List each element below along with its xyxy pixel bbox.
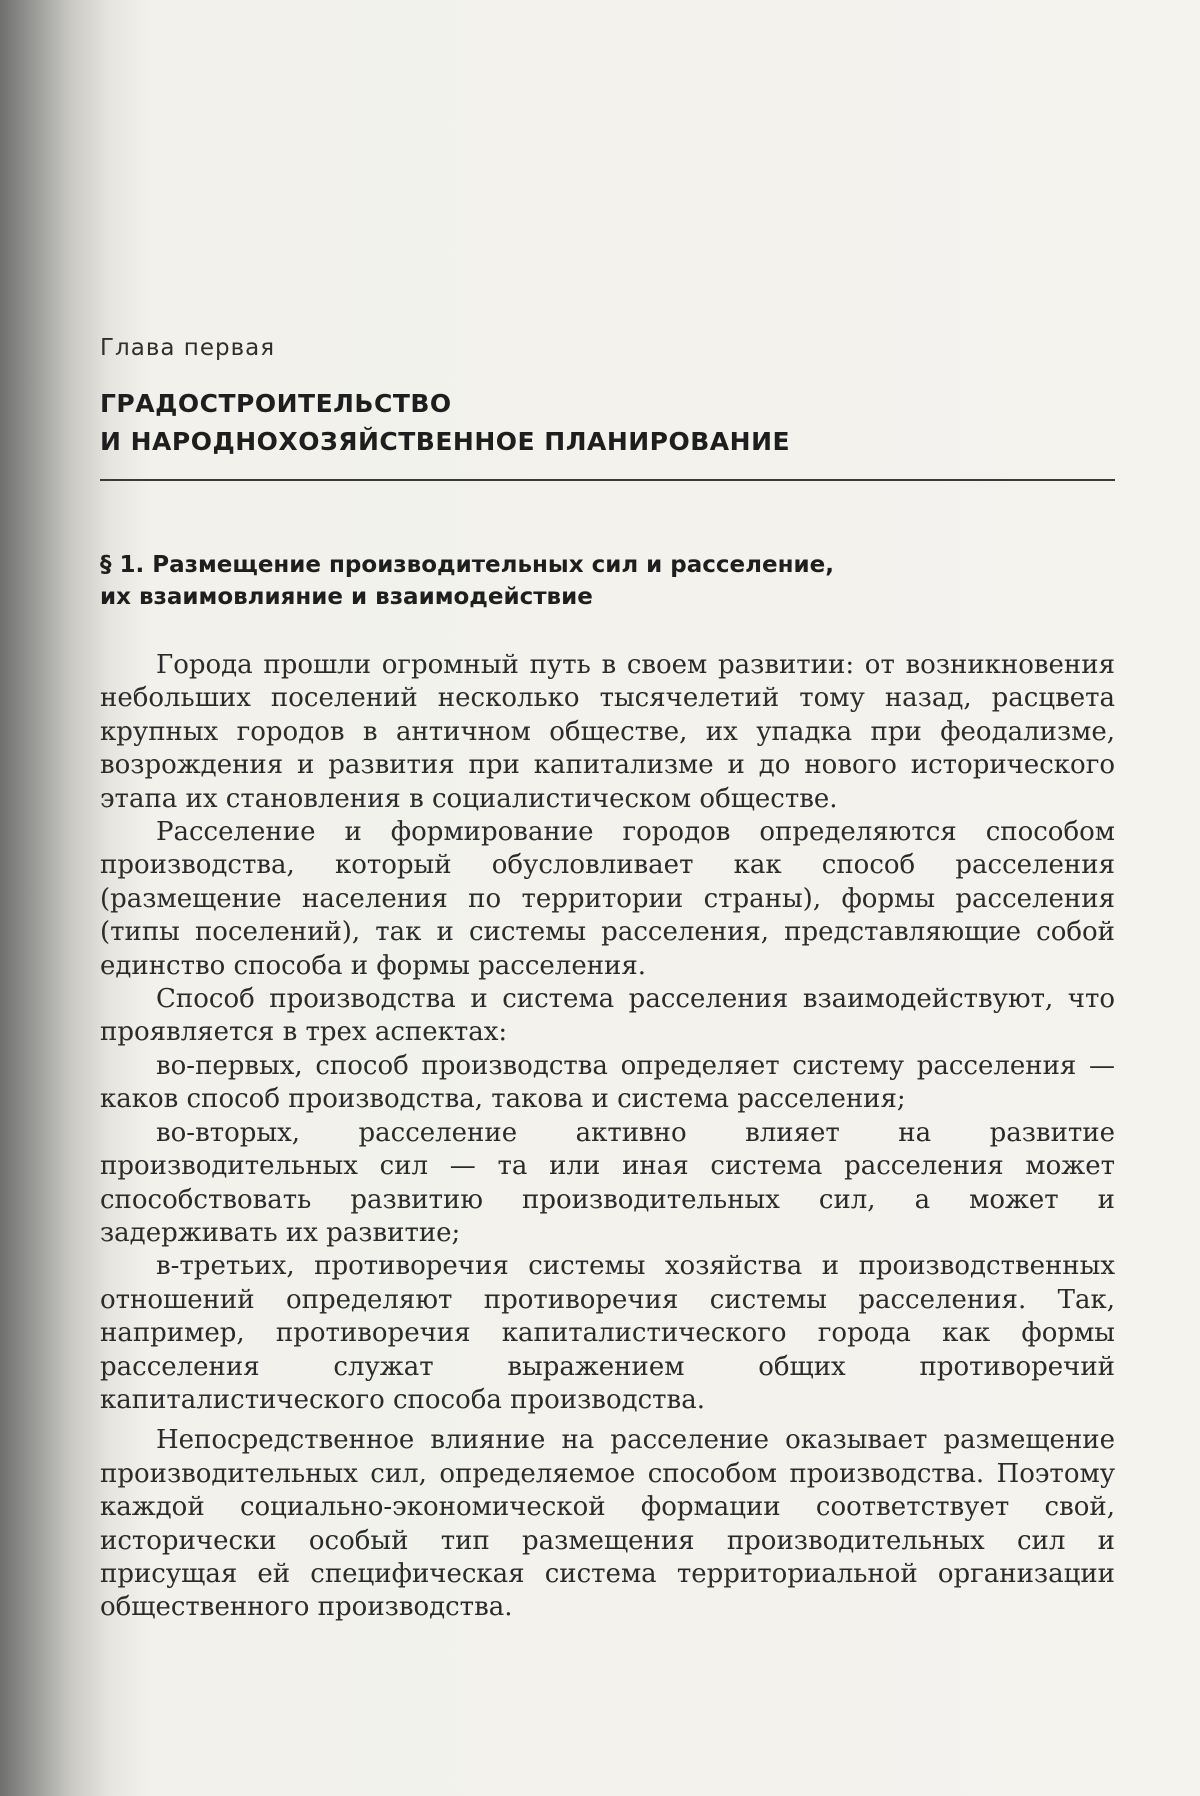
paragraph: в-третьих, противоречия системы хозяйства и производственных отношений определяют противоречия системы расселения. Так, например, противоречия капиталистического города как формы расселения служат выражением общих противоречий капиталистического способа производства. xyxy=(100,1251,1115,1415)
chapter-title xyxy=(100,385,1115,461)
paragraph: во-первых, способ производства определяет систему расселения — каков способ производства, такова и система расселения; xyxy=(100,1050,1115,1115)
section-title xyxy=(100,549,1115,613)
chapter-title-line-2: И НАРОДНОХОЗЯЙСТВЕННОЕ ПЛАНИРОВАНИЕ xyxy=(100,427,791,456)
paragraph: Расселение и формирование городов определяются способом производства, который обусловливает как способ расселения (размещение населения по территории страны), формы расселения (типы поселений), так и системы расселения, представляющие собой единство способа и формы расселения. xyxy=(100,817,1115,981)
section-title-line-1: § 1. Размещение производительных сил и расселение, xyxy=(100,552,834,578)
section-title-line-2: их взаимовлияние и взаимодействие xyxy=(100,584,593,610)
paragraph: Непосредственное влияние на расселение оказывает размещение производительных сил, определяемое способом производства. Поэтому каждой социально-экономической формации соответствует свой, исторически особый тип размещения производительных сил и присущая ей специфическая система территориальной организации общественного производства. xyxy=(100,1425,1115,1623)
chapter-label: Глава первая xyxy=(100,335,276,361)
body-text xyxy=(100,649,1115,1625)
paragraph: во-вторых, расселение активно влияет на развитие производительных сил — та или иная система расселения может способствовать развитию производительных сил, а может и задерживать их развитие; xyxy=(100,1117,1115,1248)
page-content xyxy=(100,335,1115,1625)
paragraph: Способ производства и система расселения взаимодействуют, что проявляется в трех аспектах: xyxy=(100,984,1115,1048)
chapter-divider xyxy=(100,479,1115,481)
paragraph: Города прошли огромный путь в своем развитии: от возникновения небольших поселений несколько тысячелетий тому назад, расцвета крупных городов в античном обществе, их упадка при феодализме, возрождения и развития при капитализме и до нового исторического этапа их становления в социалистическом обществе. xyxy=(100,650,1115,814)
chapter-title-line-1: ГРАДОСТРОИТЕЛЬСТВО xyxy=(100,389,452,418)
